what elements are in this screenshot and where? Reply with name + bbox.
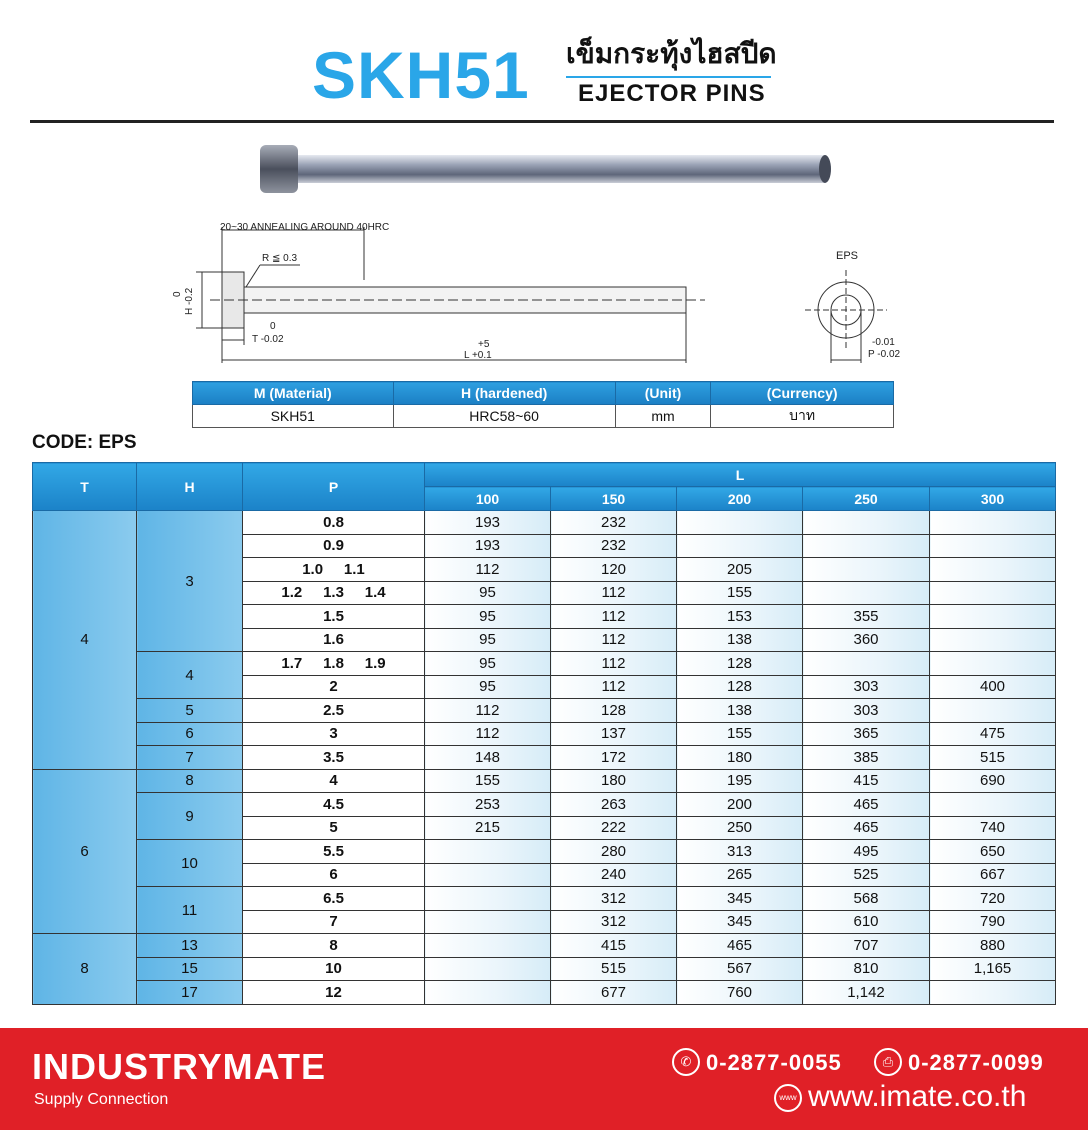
price-cell-l200: 138 [677,628,803,652]
price-cell-l100 [425,863,551,887]
price-cell-l200 [677,534,803,558]
price-cell-l300 [930,628,1056,652]
p-cell: 2.5 [243,699,425,723]
price-cell-l200: 195 [677,769,803,793]
price-cell-l250: 525 [803,863,930,887]
price-cell-l250: 810 [803,957,930,981]
annealing-note: 20~30 ANNEALING AROUND 40HRC [220,222,390,233]
price-cell-l150: 112 [551,581,677,605]
price-cell-l100: 95 [425,628,551,652]
price-cell-l100: 193 [425,511,551,535]
header-l-300: 300 [930,487,1056,511]
price-cell-l200: 200 [677,793,803,817]
phone-number: 0-2877-0055 [706,1050,842,1075]
spec-header-hardened: H (hardened) [393,382,615,405]
h-cell: 4 [137,652,243,699]
price-header-row-1 [33,463,1056,487]
price-cell-l250: 707 [803,934,930,958]
l-tolerance-top: +5 [478,339,490,350]
price-cell-l150: 312 [551,910,677,934]
price-cell-l250: 365 [803,722,930,746]
h-cell: 11 [137,887,243,934]
price-cell-l200: 465 [677,934,803,958]
price-cell-l150: 677 [551,981,677,1005]
p-cell: 1.6 [243,628,425,652]
globe-icon: www [774,1084,802,1112]
header-l-100: 100 [425,487,551,511]
price-cell-l250: 303 [803,699,930,723]
code-label: CODE: EPS [32,432,137,453]
price-cell-l300 [930,793,1056,817]
header-l-250: 250 [803,487,930,511]
price-cell-l200: 155 [677,581,803,605]
price-cell-l150: 263 [551,793,677,817]
spec-table [192,381,894,428]
p-cell: 3.5 [243,746,425,770]
h-cell: 13 [137,934,243,958]
price-cell-l200: 205 [677,558,803,582]
price-cell-l250: 568 [803,887,930,911]
p-cell: 1.5 [243,605,425,629]
price-cell-l200: 250 [677,816,803,840]
price-cell-l300: 475 [930,722,1056,746]
spec-unit: mm [615,405,711,428]
t-cell: 8 [33,934,137,1005]
header-p: P [243,463,425,511]
price-cell-l300 [930,534,1056,558]
p-cell: 0.8 [243,511,425,535]
h-cell: 3 [137,511,243,652]
p-cell: 10 [243,957,425,981]
price-cell-l250: 610 [803,910,930,934]
p-cell: 8 [243,934,425,958]
brand-part-2: MATE [222,1046,326,1087]
t-tolerance-top: 0 [270,321,276,332]
price-cell-l200: 155 [677,722,803,746]
price-cell-l300: 400 [930,675,1056,699]
phone-icon: ✆ [672,1048,700,1076]
h-cell: 10 [137,840,243,887]
price-body [33,511,1056,1005]
price-cell-l250 [803,581,930,605]
table-row [33,722,1056,746]
price-cell-l200: 265 [677,863,803,887]
price-cell-l250: 360 [803,628,930,652]
price-cell-l100 [425,981,551,1005]
brand-part-1: INDUSTRY [32,1046,223,1087]
brand-tagline: Supply Connection [34,1091,169,1108]
table-row [33,934,1056,958]
price-cell-l250: 465 [803,793,930,817]
spec-header-currency: (Currency) [711,382,894,405]
table-row [33,511,1056,535]
header-l: L [425,463,1056,487]
price-cell-l300: 790 [930,910,1056,934]
price-cell-l200: 313 [677,840,803,864]
price-cell-l200: 567 [677,957,803,981]
eps-label: EPS [836,250,859,262]
technical-drawing [160,215,920,375]
price-cell-l100: 253 [425,793,551,817]
table-row [33,793,1056,817]
table-row [33,957,1056,981]
price-cell-l300 [930,581,1056,605]
price-cell-l150: 312 [551,887,677,911]
price-cell-l150: 137 [551,722,677,746]
spec-header-unit: (Unit) [615,382,711,405]
price-cell-l150: 128 [551,699,677,723]
price-cell-l150: 415 [551,934,677,958]
header-t: T [33,463,137,511]
fax-number: 0-2877-0099 [908,1050,1044,1075]
table-row [33,652,1056,676]
price-cell-l150: 240 [551,863,677,887]
price-cell-l300 [930,981,1056,1005]
p-cell: 5.5 [243,840,425,864]
spec-material: SKH51 [193,405,394,428]
price-cell-l100 [425,910,551,934]
price-cell-l200: 128 [677,675,803,699]
price-cell-l150: 180 [551,769,677,793]
header-l-150: 150 [551,487,677,511]
price-cell-l300 [930,699,1056,723]
price-cell-l300: 1,165 [930,957,1056,981]
price-cell-l300: 690 [930,769,1056,793]
price-cell-l200: 128 [677,652,803,676]
price-cell-l300: 650 [930,840,1056,864]
h-tolerance-top: 0 [172,291,183,297]
price-cell-l300 [930,558,1056,582]
price-cell-l100: 95 [425,652,551,676]
h-cell: 8 [137,769,243,793]
price-cell-l150: 232 [551,534,677,558]
p-cell: 1.2 1.3 1.4 [243,581,425,605]
table-row [33,746,1056,770]
price-cell-l200: 345 [677,887,803,911]
spec-hardened: HRC58~60 [393,405,615,428]
l-tolerance-label: L +0.1 [464,350,492,361]
price-cell-l300: 667 [930,863,1056,887]
h-cell: 9 [137,793,243,840]
price-cell-l250: 355 [803,605,930,629]
p-cell: 6.5 [243,887,425,911]
p-cell: 3 [243,722,425,746]
p-tolerance-top: -0.01 [872,337,895,348]
h-tolerance-label: H -0.2 [184,287,195,315]
price-cell-l200: 153 [677,605,803,629]
english-title: EJECTOR PINS [578,80,766,107]
price-cell-l300 [930,605,1056,629]
price-cell-l150: 280 [551,840,677,864]
price-cell-l100: 193 [425,534,551,558]
h-cell: 5 [137,699,243,723]
p-cell: 2 [243,675,425,699]
price-cell-l300: 880 [930,934,1056,958]
price-cell-l250: 385 [803,746,930,770]
price-cell-l100: 95 [425,581,551,605]
header-h: H [137,463,243,511]
price-cell-l100: 148 [425,746,551,770]
website-link[interactable]: www.imate.co.th [808,1080,1027,1113]
table-row [33,840,1056,864]
p-cell: 12 [243,981,425,1005]
h-cell: 7 [137,746,243,770]
price-cell-l150: 222 [551,816,677,840]
price-cell-l250: 465 [803,816,930,840]
p-cell: 4 [243,769,425,793]
price-cell-l150: 172 [551,746,677,770]
price-cell-l100 [425,934,551,958]
p-cell: 1.0 1.1 [243,558,425,582]
radius-note: R ≦ 0.3 [262,253,298,264]
price-cell-l300 [930,511,1056,535]
price-cell-l150: 112 [551,628,677,652]
price-cell-l250 [803,534,930,558]
t-cell: 4 [33,511,137,770]
price-cell-l150: 112 [551,675,677,699]
price-cell-l300: 720 [930,887,1056,911]
h-cell: 17 [137,981,243,1005]
t-tolerance-label: T -0.02 [252,334,284,345]
price-cell-l100: 112 [425,558,551,582]
price-cell-l150: 112 [551,652,677,676]
price-table [32,462,1056,1005]
ejector-pin-photo [250,140,840,200]
header-l-200: 200 [677,487,803,511]
fax-icon: ⎙ [874,1048,902,1076]
price-cell-l100: 112 [425,722,551,746]
price-cell-l200: 138 [677,699,803,723]
t-cell: 6 [33,769,137,934]
spec-header-material: M (Material) [193,382,394,405]
p-cell: 7 [243,910,425,934]
price-cell-l150: 112 [551,605,677,629]
price-cell-l250: 303 [803,675,930,699]
p-cell: 1.7 1.8 1.9 [243,652,425,676]
price-cell-l100: 95 [425,605,551,629]
price-cell-l250: 1,142 [803,981,930,1005]
price-cell-l100 [425,887,551,911]
price-cell-l150: 232 [551,511,677,535]
table-row [33,699,1056,723]
price-cell-l250 [803,652,930,676]
table-row [33,887,1056,911]
brand-logo [32,1046,326,1088]
spec-currency: บาท [711,405,894,428]
model-title: SKH51 [312,38,530,112]
p-cell: 4.5 [243,793,425,817]
p-cell: 0.9 [243,534,425,558]
price-cell-l100: 112 [425,699,551,723]
price-cell-l200: 180 [677,746,803,770]
h-cell: 6 [137,722,243,746]
price-cell-l100: 95 [425,675,551,699]
price-cell-l200 [677,511,803,535]
spec-header-row [193,382,894,405]
table-row [33,981,1056,1005]
price-cell-l300: 740 [930,816,1056,840]
spec-value-row [193,405,894,428]
title-underline [566,76,771,78]
price-cell-l300 [930,652,1056,676]
table-row [33,769,1056,793]
price-cell-l100 [425,957,551,981]
price-cell-l100 [425,840,551,864]
price-cell-l250: 415 [803,769,930,793]
price-cell-l250 [803,558,930,582]
price-cell-l150: 515 [551,957,677,981]
p-cell: 6 [243,863,425,887]
h-cell: 15 [137,957,243,981]
price-cell-l250 [803,511,930,535]
thai-title: เข็มกระทุ้งไฮสปีด [566,38,777,69]
price-cell-l150: 120 [551,558,677,582]
price-cell-l100: 155 [425,769,551,793]
price-cell-l300: 515 [930,746,1056,770]
header-divider [30,120,1054,123]
price-cell-l200: 345 [677,910,803,934]
price-cell-l100: 215 [425,816,551,840]
p-cell: 5 [243,816,425,840]
price-cell-l200: 760 [677,981,803,1005]
p-tolerance-label: P -0.02 [868,349,901,360]
price-cell-l250: 495 [803,840,930,864]
